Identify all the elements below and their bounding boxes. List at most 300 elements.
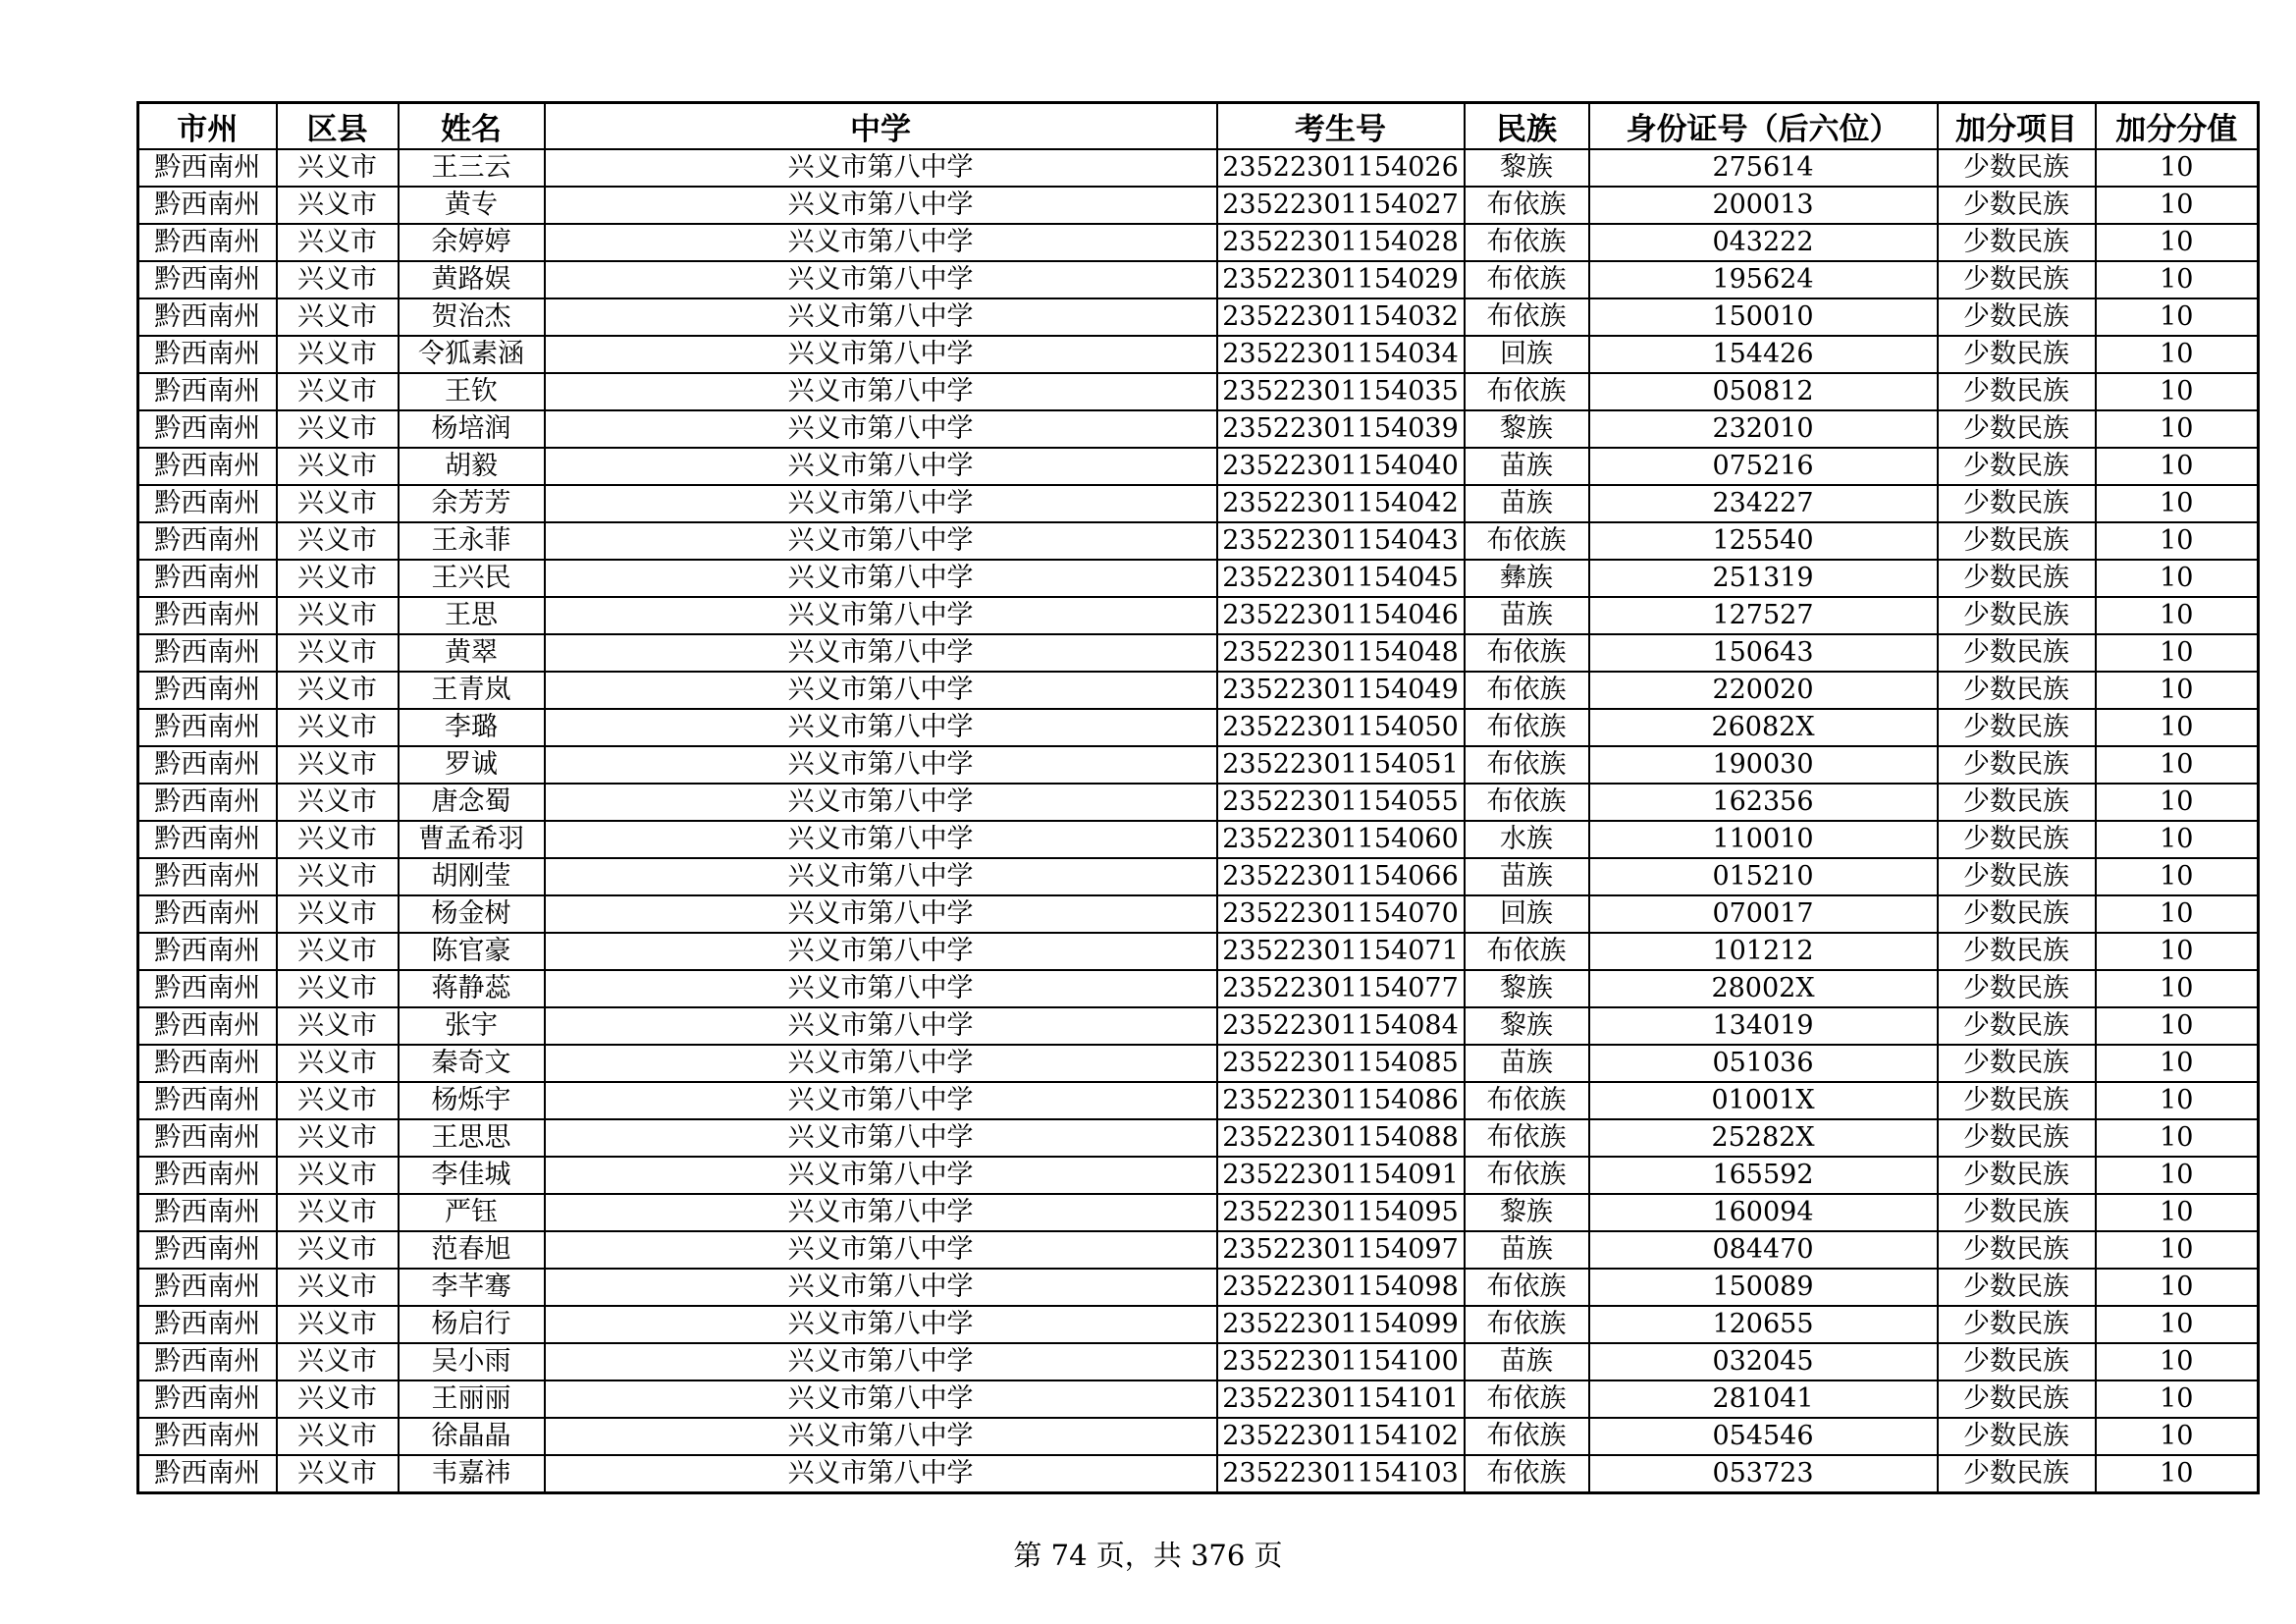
cell-name: 王兴民 — [399, 560, 545, 597]
cell-district: 兴义市 — [277, 1343, 399, 1380]
cell-ethnicity: 黎族 — [1465, 410, 1589, 448]
cell-school: 兴义市第八中学 — [545, 410, 1217, 448]
cell-name: 余婷婷 — [399, 224, 545, 261]
cell-exam-id: 23522301154088 — [1217, 1119, 1465, 1157]
cell-district: 兴义市 — [277, 1455, 399, 1493]
cell-bonus-item: 少数民族 — [1938, 1231, 2096, 1269]
cell-id-last6: 110010 — [1589, 821, 1938, 858]
cell-city: 黔西南州 — [138, 1343, 277, 1380]
cell-ethnicity: 布依族 — [1465, 1380, 1589, 1418]
header-school: 中学 — [545, 103, 1217, 150]
cell-city: 黔西南州 — [138, 1306, 277, 1343]
cell-district: 兴义市 — [277, 634, 399, 672]
cell-district: 兴义市 — [277, 1082, 399, 1119]
cell-school: 兴义市第八中学 — [545, 1045, 1217, 1082]
cell-ethnicity: 布依族 — [1465, 373, 1589, 410]
cell-bonus-points: 10 — [2096, 448, 2259, 485]
cell-ethnicity: 布依族 — [1465, 672, 1589, 709]
table-row — [138, 522, 2259, 560]
cell-bonus-item: 少数民族 — [1938, 1343, 2096, 1380]
cell-city: 黔西南州 — [138, 1007, 277, 1045]
cell-id-last6: 127527 — [1589, 597, 1938, 634]
cell-exam-id: 23522301154101 — [1217, 1380, 1465, 1418]
table-row — [138, 1343, 2259, 1380]
cell-school: 兴义市第八中学 — [545, 485, 1217, 522]
cell-exam-id: 23522301154095 — [1217, 1194, 1465, 1231]
cell-name: 秦奇文 — [399, 1045, 545, 1082]
table-row — [138, 709, 2259, 746]
cell-school: 兴义市第八中学 — [545, 933, 1217, 970]
cell-district: 兴义市 — [277, 336, 399, 373]
cell-bonus-item: 少数民族 — [1938, 970, 2096, 1007]
cell-id-last6: 054546 — [1589, 1418, 1938, 1455]
cell-bonus-points: 10 — [2096, 709, 2259, 746]
cell-name: 杨培润 — [399, 410, 545, 448]
cell-exam-id: 23522301154035 — [1217, 373, 1465, 410]
cell-exam-id: 23522301154103 — [1217, 1455, 1465, 1493]
cell-city: 黔西南州 — [138, 821, 277, 858]
cell-ethnicity: 黎族 — [1465, 1007, 1589, 1045]
cell-name: 王永菲 — [399, 522, 545, 560]
cell-name: 王思 — [399, 597, 545, 634]
cell-name: 杨启行 — [399, 1306, 545, 1343]
cell-id-last6: 28002X — [1589, 970, 1938, 1007]
cell-city: 黔西南州 — [138, 485, 277, 522]
cell-ethnicity: 布依族 — [1465, 1306, 1589, 1343]
cell-school: 兴义市第八中学 — [545, 784, 1217, 821]
cell-city: 黔西南州 — [138, 373, 277, 410]
table-row — [138, 224, 2259, 261]
cell-district: 兴义市 — [277, 1418, 399, 1455]
cell-exam-id: 23522301154048 — [1217, 634, 1465, 672]
cell-ethnicity: 苗族 — [1465, 597, 1589, 634]
cell-exam-id: 23522301154026 — [1217, 149, 1465, 187]
table-row — [138, 1007, 2259, 1045]
cell-bonus-points: 10 — [2096, 634, 2259, 672]
cell-bonus-item: 少数民族 — [1938, 1119, 2096, 1157]
cell-id-last6: 120655 — [1589, 1306, 1938, 1343]
cell-school: 兴义市第八中学 — [545, 1343, 1217, 1380]
cell-exam-id: 23522301154086 — [1217, 1082, 1465, 1119]
table-row — [138, 933, 2259, 970]
cell-exam-id: 23522301154084 — [1217, 1007, 1465, 1045]
cell-bonus-points: 10 — [2096, 1231, 2259, 1269]
cell-name: 韦嘉祎 — [399, 1455, 545, 1493]
cell-exam-id: 23522301154066 — [1217, 858, 1465, 895]
table-row — [138, 746, 2259, 784]
cell-name: 余芳芳 — [399, 485, 545, 522]
cell-bonus-item: 少数民族 — [1938, 485, 2096, 522]
table-row — [138, 261, 2259, 298]
cell-exam-id: 23522301154032 — [1217, 298, 1465, 336]
cell-city: 黔西南州 — [138, 224, 277, 261]
cell-city: 黔西南州 — [138, 522, 277, 560]
cell-bonus-points: 10 — [2096, 784, 2259, 821]
cell-ethnicity: 回族 — [1465, 336, 1589, 373]
cell-ethnicity: 布依族 — [1465, 1269, 1589, 1306]
cell-ethnicity: 苗族 — [1465, 858, 1589, 895]
cell-name: 黄专 — [399, 187, 545, 224]
cell-exam-id: 23522301154098 — [1217, 1269, 1465, 1306]
cell-exam-id: 23522301154070 — [1217, 895, 1465, 933]
table-row — [138, 187, 2259, 224]
header-ethnicity: 民族 — [1465, 103, 1589, 150]
cell-bonus-item: 少数民族 — [1938, 448, 2096, 485]
cell-exam-id: 23522301154055 — [1217, 784, 1465, 821]
table-row — [138, 821, 2259, 858]
cell-bonus-item: 少数民族 — [1938, 1269, 2096, 1306]
cell-name: 严钰 — [399, 1194, 545, 1231]
cell-ethnicity: 布依族 — [1465, 261, 1589, 298]
cell-exam-id: 23522301154046 — [1217, 597, 1465, 634]
cell-id-last6: 134019 — [1589, 1007, 1938, 1045]
cell-id-last6: 220020 — [1589, 672, 1938, 709]
header-name: 姓名 — [399, 103, 545, 150]
cell-school: 兴义市第八中学 — [545, 448, 1217, 485]
cell-id-last6: 234227 — [1589, 485, 1938, 522]
cell-ethnicity: 布依族 — [1465, 784, 1589, 821]
cell-bonus-item: 少数民族 — [1938, 522, 2096, 560]
cell-exam-id: 23522301154071 — [1217, 933, 1465, 970]
cell-district: 兴义市 — [277, 709, 399, 746]
table-body — [138, 149, 2259, 1493]
cell-name: 罗诚 — [399, 746, 545, 784]
cell-district: 兴义市 — [277, 1157, 399, 1194]
cell-district: 兴义市 — [277, 1231, 399, 1269]
cell-exam-id: 23522301154029 — [1217, 261, 1465, 298]
cell-school: 兴义市第八中学 — [545, 373, 1217, 410]
cell-ethnicity: 布依族 — [1465, 522, 1589, 560]
cell-district: 兴义市 — [277, 895, 399, 933]
cell-district: 兴义市 — [277, 522, 399, 560]
cell-name: 王钦 — [399, 373, 545, 410]
cell-city: 黔西南州 — [138, 1455, 277, 1493]
cell-bonus-points: 10 — [2096, 821, 2259, 858]
cell-exam-id: 23522301154060 — [1217, 821, 1465, 858]
cell-bonus-item: 少数民族 — [1938, 1007, 2096, 1045]
cell-name: 王三云 — [399, 149, 545, 187]
cell-bonus-points: 10 — [2096, 933, 2259, 970]
cell-bonus-item: 少数民族 — [1938, 336, 2096, 373]
cell-bonus-item: 少数民族 — [1938, 1380, 2096, 1418]
table-row — [138, 485, 2259, 522]
cell-bonus-points: 10 — [2096, 373, 2259, 410]
cell-ethnicity: 彝族 — [1465, 560, 1589, 597]
cell-exam-id: 23522301154040 — [1217, 448, 1465, 485]
cell-school: 兴义市第八中学 — [545, 1269, 1217, 1306]
cell-bonus-item: 少数民族 — [1938, 933, 2096, 970]
table-row — [138, 895, 2259, 933]
cell-bonus-points: 10 — [2096, 858, 2259, 895]
cell-school: 兴义市第八中学 — [545, 970, 1217, 1007]
cell-city: 黔西南州 — [138, 709, 277, 746]
cell-id-last6: 26082X — [1589, 709, 1938, 746]
cell-id-last6: 101212 — [1589, 933, 1938, 970]
cell-city: 黔西南州 — [138, 1231, 277, 1269]
cell-district: 兴义市 — [277, 410, 399, 448]
cell-exam-id: 23522301154028 — [1217, 224, 1465, 261]
cell-city: 黔西南州 — [138, 970, 277, 1007]
cell-bonus-points: 10 — [2096, 1045, 2259, 1082]
cell-bonus-item: 少数民族 — [1938, 858, 2096, 895]
cell-bonus-points: 10 — [2096, 560, 2259, 597]
cell-city: 黔西南州 — [138, 933, 277, 970]
cell-id-last6: 150643 — [1589, 634, 1938, 672]
cell-ethnicity: 黎族 — [1465, 1194, 1589, 1231]
cell-exam-id: 23522301154042 — [1217, 485, 1465, 522]
cell-district: 兴义市 — [277, 448, 399, 485]
cell-city: 黔西南州 — [138, 1418, 277, 1455]
cell-school: 兴义市第八中学 — [545, 1455, 1217, 1493]
cell-district: 兴义市 — [277, 373, 399, 410]
page-number: 第 74 页，共 376 页 — [1013, 1539, 1283, 1572]
cell-district: 兴义市 — [277, 970, 399, 1007]
cell-id-last6: 084470 — [1589, 1231, 1938, 1269]
header-city: 市州 — [138, 103, 277, 150]
cell-exam-id: 23522301154099 — [1217, 1306, 1465, 1343]
cell-district: 兴义市 — [277, 1119, 399, 1157]
cell-bonus-points: 10 — [2096, 298, 2259, 336]
cell-bonus-points: 10 — [2096, 1194, 2259, 1231]
cell-id-last6: 051036 — [1589, 1045, 1938, 1082]
cell-name: 李佳城 — [399, 1157, 545, 1194]
table-row — [138, 1045, 2259, 1082]
header-bonus-item: 加分项目 — [1938, 103, 2096, 150]
cell-bonus-points: 10 — [2096, 522, 2259, 560]
cell-name: 杨烁宇 — [399, 1082, 545, 1119]
cell-bonus-points: 10 — [2096, 485, 2259, 522]
cell-name: 王丽丽 — [399, 1380, 545, 1418]
cell-bonus-points: 10 — [2096, 1380, 2259, 1418]
cell-ethnicity: 布依族 — [1465, 634, 1589, 672]
table-row — [138, 1418, 2259, 1455]
cell-bonus-item: 少数民族 — [1938, 149, 2096, 187]
table-row — [138, 149, 2259, 187]
cell-school: 兴义市第八中学 — [545, 1306, 1217, 1343]
cell-bonus-item: 少数民族 — [1938, 1082, 2096, 1119]
cell-name: 徐晶晶 — [399, 1418, 545, 1455]
cell-bonus-item: 少数民族 — [1938, 672, 2096, 709]
cell-school: 兴义市第八中学 — [545, 1194, 1217, 1231]
cell-exam-id: 23522301154039 — [1217, 410, 1465, 448]
cell-city: 黔西南州 — [138, 597, 277, 634]
cell-ethnicity: 黎族 — [1465, 970, 1589, 1007]
cell-name: 唐念蜀 — [399, 784, 545, 821]
cell-bonus-item: 少数民族 — [1938, 1194, 2096, 1231]
table-row — [138, 858, 2259, 895]
cell-bonus-points: 10 — [2096, 597, 2259, 634]
cell-name: 蒋静蕊 — [399, 970, 545, 1007]
cell-bonus-item: 少数民族 — [1938, 187, 2096, 224]
table-row — [138, 784, 2259, 821]
cell-ethnicity: 布依族 — [1465, 709, 1589, 746]
cell-school: 兴义市第八中学 — [545, 1157, 1217, 1194]
cell-exam-id: 23522301154097 — [1217, 1231, 1465, 1269]
header-exam-id: 考生号 — [1217, 103, 1465, 150]
cell-bonus-points: 10 — [2096, 1119, 2259, 1157]
cell-id-last6: 075216 — [1589, 448, 1938, 485]
cell-city: 黔西南州 — [138, 858, 277, 895]
cell-school: 兴义市第八中学 — [545, 895, 1217, 933]
cell-id-last6: 032045 — [1589, 1343, 1938, 1380]
cell-district: 兴义市 — [277, 298, 399, 336]
cell-city: 黔西南州 — [138, 672, 277, 709]
cell-exam-id: 23522301154043 — [1217, 522, 1465, 560]
cell-exam-id: 23522301154045 — [1217, 560, 1465, 597]
cell-id-last6: 043222 — [1589, 224, 1938, 261]
table-row — [138, 1455, 2259, 1493]
cell-name: 杨金树 — [399, 895, 545, 933]
cell-exam-id: 23522301154085 — [1217, 1045, 1465, 1082]
table-row — [138, 1306, 2259, 1343]
cell-school: 兴义市第八中学 — [545, 560, 1217, 597]
cell-bonus-item: 少数民族 — [1938, 597, 2096, 634]
cell-name: 王青岚 — [399, 672, 545, 709]
cell-city: 黔西南州 — [138, 1082, 277, 1119]
cell-ethnicity: 布依族 — [1465, 1119, 1589, 1157]
cell-exam-id: 23522301154051 — [1217, 746, 1465, 784]
cell-bonus-item: 少数民族 — [1938, 821, 2096, 858]
cell-district: 兴义市 — [277, 672, 399, 709]
cell-bonus-points: 10 — [2096, 970, 2259, 1007]
cell-school: 兴义市第八中学 — [545, 1418, 1217, 1455]
cell-id-last6: 050812 — [1589, 373, 1938, 410]
cell-name: 范春旭 — [399, 1231, 545, 1269]
cell-school: 兴义市第八中学 — [545, 634, 1217, 672]
cell-bonus-item: 少数民族 — [1938, 1157, 2096, 1194]
cell-bonus-points: 10 — [2096, 261, 2259, 298]
cell-city: 黔西南州 — [138, 261, 277, 298]
cell-id-last6: 25282X — [1589, 1119, 1938, 1157]
cell-bonus-points: 10 — [2096, 1082, 2259, 1119]
cell-school: 兴义市第八中学 — [545, 821, 1217, 858]
cell-city: 黔西南州 — [138, 1194, 277, 1231]
cell-id-last6: 232010 — [1589, 410, 1938, 448]
cell-bonus-points: 10 — [2096, 1455, 2259, 1493]
cell-bonus-points: 10 — [2096, 224, 2259, 261]
cell-district: 兴义市 — [277, 1380, 399, 1418]
table-row — [138, 373, 2259, 410]
cell-id-last6: 275614 — [1589, 149, 1938, 187]
cell-city: 黔西南州 — [138, 410, 277, 448]
cell-exam-id: 23522301154050 — [1217, 709, 1465, 746]
table-row — [138, 1082, 2259, 1119]
cell-id-last6: 251319 — [1589, 560, 1938, 597]
cell-city: 黔西南州 — [138, 895, 277, 933]
table-row — [138, 1157, 2259, 1194]
cell-city: 黔西南州 — [138, 784, 277, 821]
cell-school: 兴义市第八中学 — [545, 224, 1217, 261]
cell-school: 兴义市第八中学 — [545, 149, 1217, 187]
cell-school: 兴义市第八中学 — [545, 746, 1217, 784]
cell-bonus-points: 10 — [2096, 1343, 2259, 1380]
cell-district: 兴义市 — [277, 187, 399, 224]
cell-bonus-item: 少数民族 — [1938, 1418, 2096, 1455]
cell-school: 兴义市第八中学 — [545, 187, 1217, 224]
cell-district: 兴义市 — [277, 821, 399, 858]
table-row — [138, 336, 2259, 373]
cell-city: 黔西南州 — [138, 1380, 277, 1418]
cell-district: 兴义市 — [277, 560, 399, 597]
cell-bonus-points: 10 — [2096, 1306, 2259, 1343]
table-row — [138, 634, 2259, 672]
cell-bonus-item: 少数民族 — [1938, 1306, 2096, 1343]
cell-id-last6: 190030 — [1589, 746, 1938, 784]
cell-name: 黄路娱 — [399, 261, 545, 298]
cell-city: 黔西南州 — [138, 1157, 277, 1194]
cell-id-last6: 125540 — [1589, 522, 1938, 560]
cell-ethnicity: 布依族 — [1465, 933, 1589, 970]
cell-district: 兴义市 — [277, 1306, 399, 1343]
cell-district: 兴义市 — [277, 149, 399, 187]
cell-district: 兴义市 — [277, 784, 399, 821]
cell-city: 黔西南州 — [138, 1045, 277, 1082]
cell-city: 黔西南州 — [138, 149, 277, 187]
cell-school: 兴义市第八中学 — [545, 261, 1217, 298]
cell-district: 兴义市 — [277, 224, 399, 261]
cell-name: 胡毅 — [399, 448, 545, 485]
cell-exam-id: 23522301154077 — [1217, 970, 1465, 1007]
cell-city: 黔西南州 — [138, 187, 277, 224]
cell-bonus-points: 10 — [2096, 672, 2259, 709]
cell-name: 陈官豪 — [399, 933, 545, 970]
cell-ethnicity: 布依族 — [1465, 1418, 1589, 1455]
cell-ethnicity: 黎族 — [1465, 149, 1589, 187]
cell-city: 黔西南州 — [138, 634, 277, 672]
table-row — [138, 410, 2259, 448]
cell-id-last6: 195624 — [1589, 261, 1938, 298]
cell-name: 张宇 — [399, 1007, 545, 1045]
cell-school: 兴义市第八中学 — [545, 672, 1217, 709]
header-bonus-points: 加分分值 — [2096, 103, 2259, 150]
cell-bonus-points: 10 — [2096, 410, 2259, 448]
cell-city: 黔西南州 — [138, 298, 277, 336]
cell-exam-id: 23522301154027 — [1217, 187, 1465, 224]
cell-bonus-points: 10 — [2096, 1269, 2259, 1306]
cell-bonus-points: 10 — [2096, 1157, 2259, 1194]
cell-district: 兴义市 — [277, 858, 399, 895]
bonus-points-table — [136, 101, 2260, 1494]
cell-ethnicity: 水族 — [1465, 821, 1589, 858]
cell-bonus-item: 少数民族 — [1938, 261, 2096, 298]
cell-bonus-item: 少数民族 — [1938, 373, 2096, 410]
cell-id-last6: 053723 — [1589, 1455, 1938, 1493]
cell-bonus-points: 10 — [2096, 187, 2259, 224]
cell-name: 胡刚莹 — [399, 858, 545, 895]
cell-exam-id: 23522301154049 — [1217, 672, 1465, 709]
cell-city: 黔西南州 — [138, 448, 277, 485]
cell-district: 兴义市 — [277, 597, 399, 634]
cell-bonus-item: 少数民族 — [1938, 224, 2096, 261]
cell-bonus-item: 少数民族 — [1938, 560, 2096, 597]
cell-school: 兴义市第八中学 — [545, 522, 1217, 560]
cell-city: 黔西南州 — [138, 1119, 277, 1157]
cell-bonus-points: 10 — [2096, 1007, 2259, 1045]
header-id-last6: 身份证号（后六位） — [1589, 103, 1938, 150]
cell-bonus-item: 少数民族 — [1938, 634, 2096, 672]
cell-name: 吴小雨 — [399, 1343, 545, 1380]
cell-exam-id: 23522301154100 — [1217, 1343, 1465, 1380]
cell-id-last6: 01001X — [1589, 1082, 1938, 1119]
cell-school: 兴义市第八中学 — [545, 858, 1217, 895]
cell-district: 兴义市 — [277, 1007, 399, 1045]
table-row — [138, 1194, 2259, 1231]
cell-ethnicity: 苗族 — [1465, 485, 1589, 522]
table-row — [138, 970, 2259, 1007]
cell-id-last6: 015210 — [1589, 858, 1938, 895]
table-row — [138, 298, 2259, 336]
cell-id-last6: 150089 — [1589, 1269, 1938, 1306]
